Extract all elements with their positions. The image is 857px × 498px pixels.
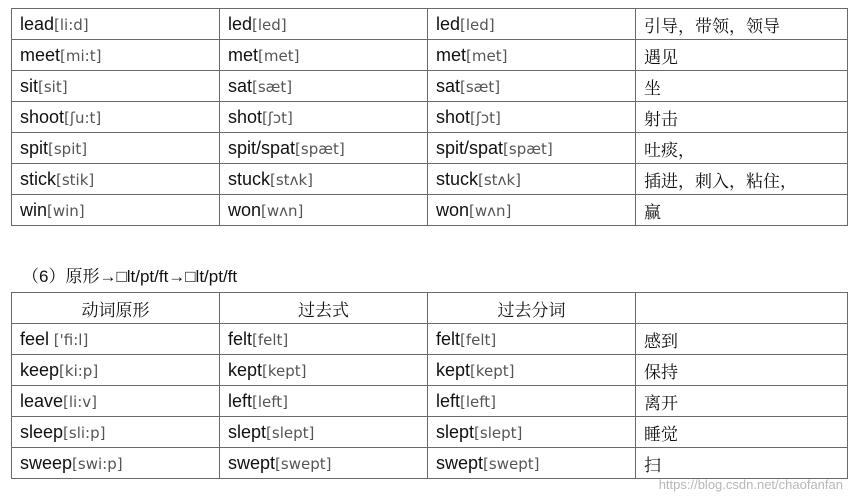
cell-past-participle	[428, 71, 636, 102]
verb-word: sat	[436, 75, 461, 96]
verb-word: led	[228, 13, 253, 34]
verb-word: kept	[228, 359, 263, 380]
cell-meaning: 离开	[636, 386, 848, 417]
table-header-row	[12, 293, 848, 324]
phonetic: [wʌn]	[261, 201, 304, 220]
table-row	[12, 417, 848, 448]
phonetic: [met]	[466, 46, 508, 65]
phonetic: [sli:p]	[63, 423, 106, 442]
verb-word: swept	[228, 452, 276, 473]
phonetic: [swept]	[483, 454, 540, 473]
cell-meaning: 保持	[636, 355, 848, 386]
phonetic: [led]	[460, 15, 495, 34]
cell-meaning: 遇见	[636, 40, 848, 71]
cell-meaning: 插进，刺入，粘住，	[636, 164, 848, 195]
phonetic: [wʌn]	[469, 201, 512, 220]
verb-word: left	[228, 390, 253, 411]
header-past-participle: 过去分词	[428, 293, 636, 324]
cell-meaning: 坐	[636, 71, 848, 102]
cell-meaning: 射击	[636, 102, 848, 133]
verb-word: sleep	[20, 421, 64, 442]
verb-word: led	[436, 13, 461, 34]
verb-word: leave	[20, 390, 64, 411]
cell-past-participle	[428, 9, 636, 40]
phonetic: [slept]	[474, 423, 523, 442]
cell-past-tense	[220, 102, 428, 133]
cell-base-form	[12, 71, 220, 102]
verb-table-2	[11, 292, 848, 479]
verb-word: stick	[20, 168, 56, 189]
verb-word: felt	[228, 328, 253, 349]
phonetic: [sæt]	[460, 77, 501, 96]
verb-word: stuck	[436, 168, 479, 189]
verb-table-1-body	[12, 9, 848, 226]
verb-word: sit	[20, 75, 38, 96]
verb-word: sweep	[20, 452, 73, 473]
table-row	[12, 448, 848, 479]
cell-past-tense	[220, 40, 428, 71]
cell-past-participle	[428, 164, 636, 195]
cell-past-tense	[220, 448, 428, 479]
header-base-form: 动词原形	[12, 293, 220, 324]
phonetic: [swi:p]	[72, 454, 123, 473]
cell-past-tense	[220, 195, 428, 226]
verb-word: feel	[20, 328, 50, 349]
header-past-tense: 过去式	[220, 293, 428, 324]
table-row	[12, 71, 848, 102]
verb-word: left	[436, 390, 461, 411]
phonetic: [stik]	[56, 170, 95, 189]
cell-past-tense	[220, 164, 428, 195]
verb-word: kept	[436, 359, 471, 380]
cell-past-tense	[220, 417, 428, 448]
cell-past-participle	[428, 355, 636, 386]
cell-past-participle	[428, 102, 636, 133]
cell-meaning: 睡觉	[636, 417, 848, 448]
phonetic: [met]	[258, 46, 300, 65]
phonetic: [sit]	[38, 77, 68, 96]
phonetic: [ʃɔt]	[470, 108, 501, 127]
phonetic: [ki:p]	[59, 361, 99, 380]
verb-word: met	[436, 44, 467, 65]
verb-word: lead	[20, 13, 55, 34]
cell-base-form	[12, 9, 220, 40]
phonetic: ['fi:l]	[49, 330, 89, 349]
phonetic: [li:d]	[54, 15, 89, 34]
phonetic: [felt]	[252, 330, 289, 349]
verb-table-1	[11, 8, 848, 226]
verb-word: slept	[228, 421, 267, 442]
verb-word: win	[20, 199, 48, 220]
cell-past-tense	[220, 71, 428, 102]
table-row	[12, 386, 848, 417]
phonetic: [kept]	[262, 361, 307, 380]
verb-word: shoot	[20, 106, 65, 127]
phonetic: [spæt]	[503, 139, 553, 158]
cell-past-participle	[428, 324, 636, 355]
phonetic: [left]	[460, 392, 497, 411]
cell-past-participle	[428, 417, 636, 448]
cell-base-form	[12, 386, 220, 417]
section-heading: （6）原形→□lt/pt/ft→□lt/pt/ft	[22, 267, 238, 286]
phonetic: [kept]	[470, 361, 515, 380]
cell-base-form	[12, 102, 220, 133]
cell-past-tense	[220, 9, 428, 40]
phonetic: [swept]	[275, 454, 332, 473]
cell-past-participle	[428, 386, 636, 417]
cell-base-form	[12, 164, 220, 195]
phonetic: [win]	[47, 201, 85, 220]
phonetic: [spit]	[48, 139, 88, 158]
cell-past-tense	[220, 133, 428, 164]
verb-word: keep	[20, 359, 60, 380]
phonetic: [left]	[252, 392, 289, 411]
phonetic: [ʃɔt]	[262, 108, 293, 127]
cell-base-form	[12, 417, 220, 448]
cell-past-participle	[428, 40, 636, 71]
table-row	[12, 133, 848, 164]
phonetic: [spæt]	[295, 139, 345, 158]
verb-word: sat	[228, 75, 253, 96]
verb-word: felt	[436, 328, 461, 349]
verb-word: spit/spat	[228, 137, 296, 158]
verb-word: spit/spat	[436, 137, 504, 158]
header-meaning	[636, 293, 848, 324]
verb-word: met	[228, 44, 259, 65]
cell-past-participle	[428, 448, 636, 479]
cell-base-form	[12, 324, 220, 355]
cell-meaning: 引导，带领，领导	[636, 9, 848, 40]
cell-past-participle	[428, 195, 636, 226]
phonetic: [slept]	[266, 423, 315, 442]
phonetic: [stʌk]	[478, 170, 521, 189]
watermark: https://blog.csdn.net/chaofanfan	[658, 477, 843, 492]
phonetic: [mi:t]	[60, 46, 102, 65]
cell-meaning: 感到	[636, 324, 848, 355]
cell-base-form	[12, 355, 220, 386]
cell-meaning: 吐痰，	[636, 133, 848, 164]
phonetic: [led]	[252, 15, 287, 34]
verb-word: won	[228, 199, 262, 220]
cell-past-participle	[428, 133, 636, 164]
verb-word: meet	[20, 44, 61, 65]
verb-word: slept	[436, 421, 475, 442]
table-row	[12, 355, 848, 386]
verb-word: shot	[228, 106, 263, 127]
verb-word: won	[436, 199, 470, 220]
table-row	[12, 324, 848, 355]
table-row	[12, 9, 848, 40]
table-row	[12, 40, 848, 71]
cell-base-form	[12, 448, 220, 479]
phonetic: [felt]	[460, 330, 497, 349]
cell-base-form	[12, 40, 220, 71]
verb-table-2-body	[12, 324, 848, 479]
verb-word: swept	[436, 452, 484, 473]
cell-meaning: 赢	[636, 195, 848, 226]
cell-meaning: 扫	[636, 448, 848, 479]
phonetic: [li:v]	[63, 392, 98, 411]
phonetic: [ʃu:t]	[64, 108, 102, 127]
verb-word: stuck	[228, 168, 271, 189]
table-row	[12, 195, 848, 226]
table-row	[12, 164, 848, 195]
phonetic: [stʌk]	[270, 170, 313, 189]
cell-base-form	[12, 195, 220, 226]
cell-base-form	[12, 133, 220, 164]
cell-past-tense	[220, 355, 428, 386]
cell-past-tense	[220, 324, 428, 355]
cell-past-tense	[220, 386, 428, 417]
verb-word: spit	[20, 137, 49, 158]
verb-word: shot	[436, 106, 471, 127]
phonetic: [sæt]	[252, 77, 293, 96]
table-row	[12, 102, 848, 133]
